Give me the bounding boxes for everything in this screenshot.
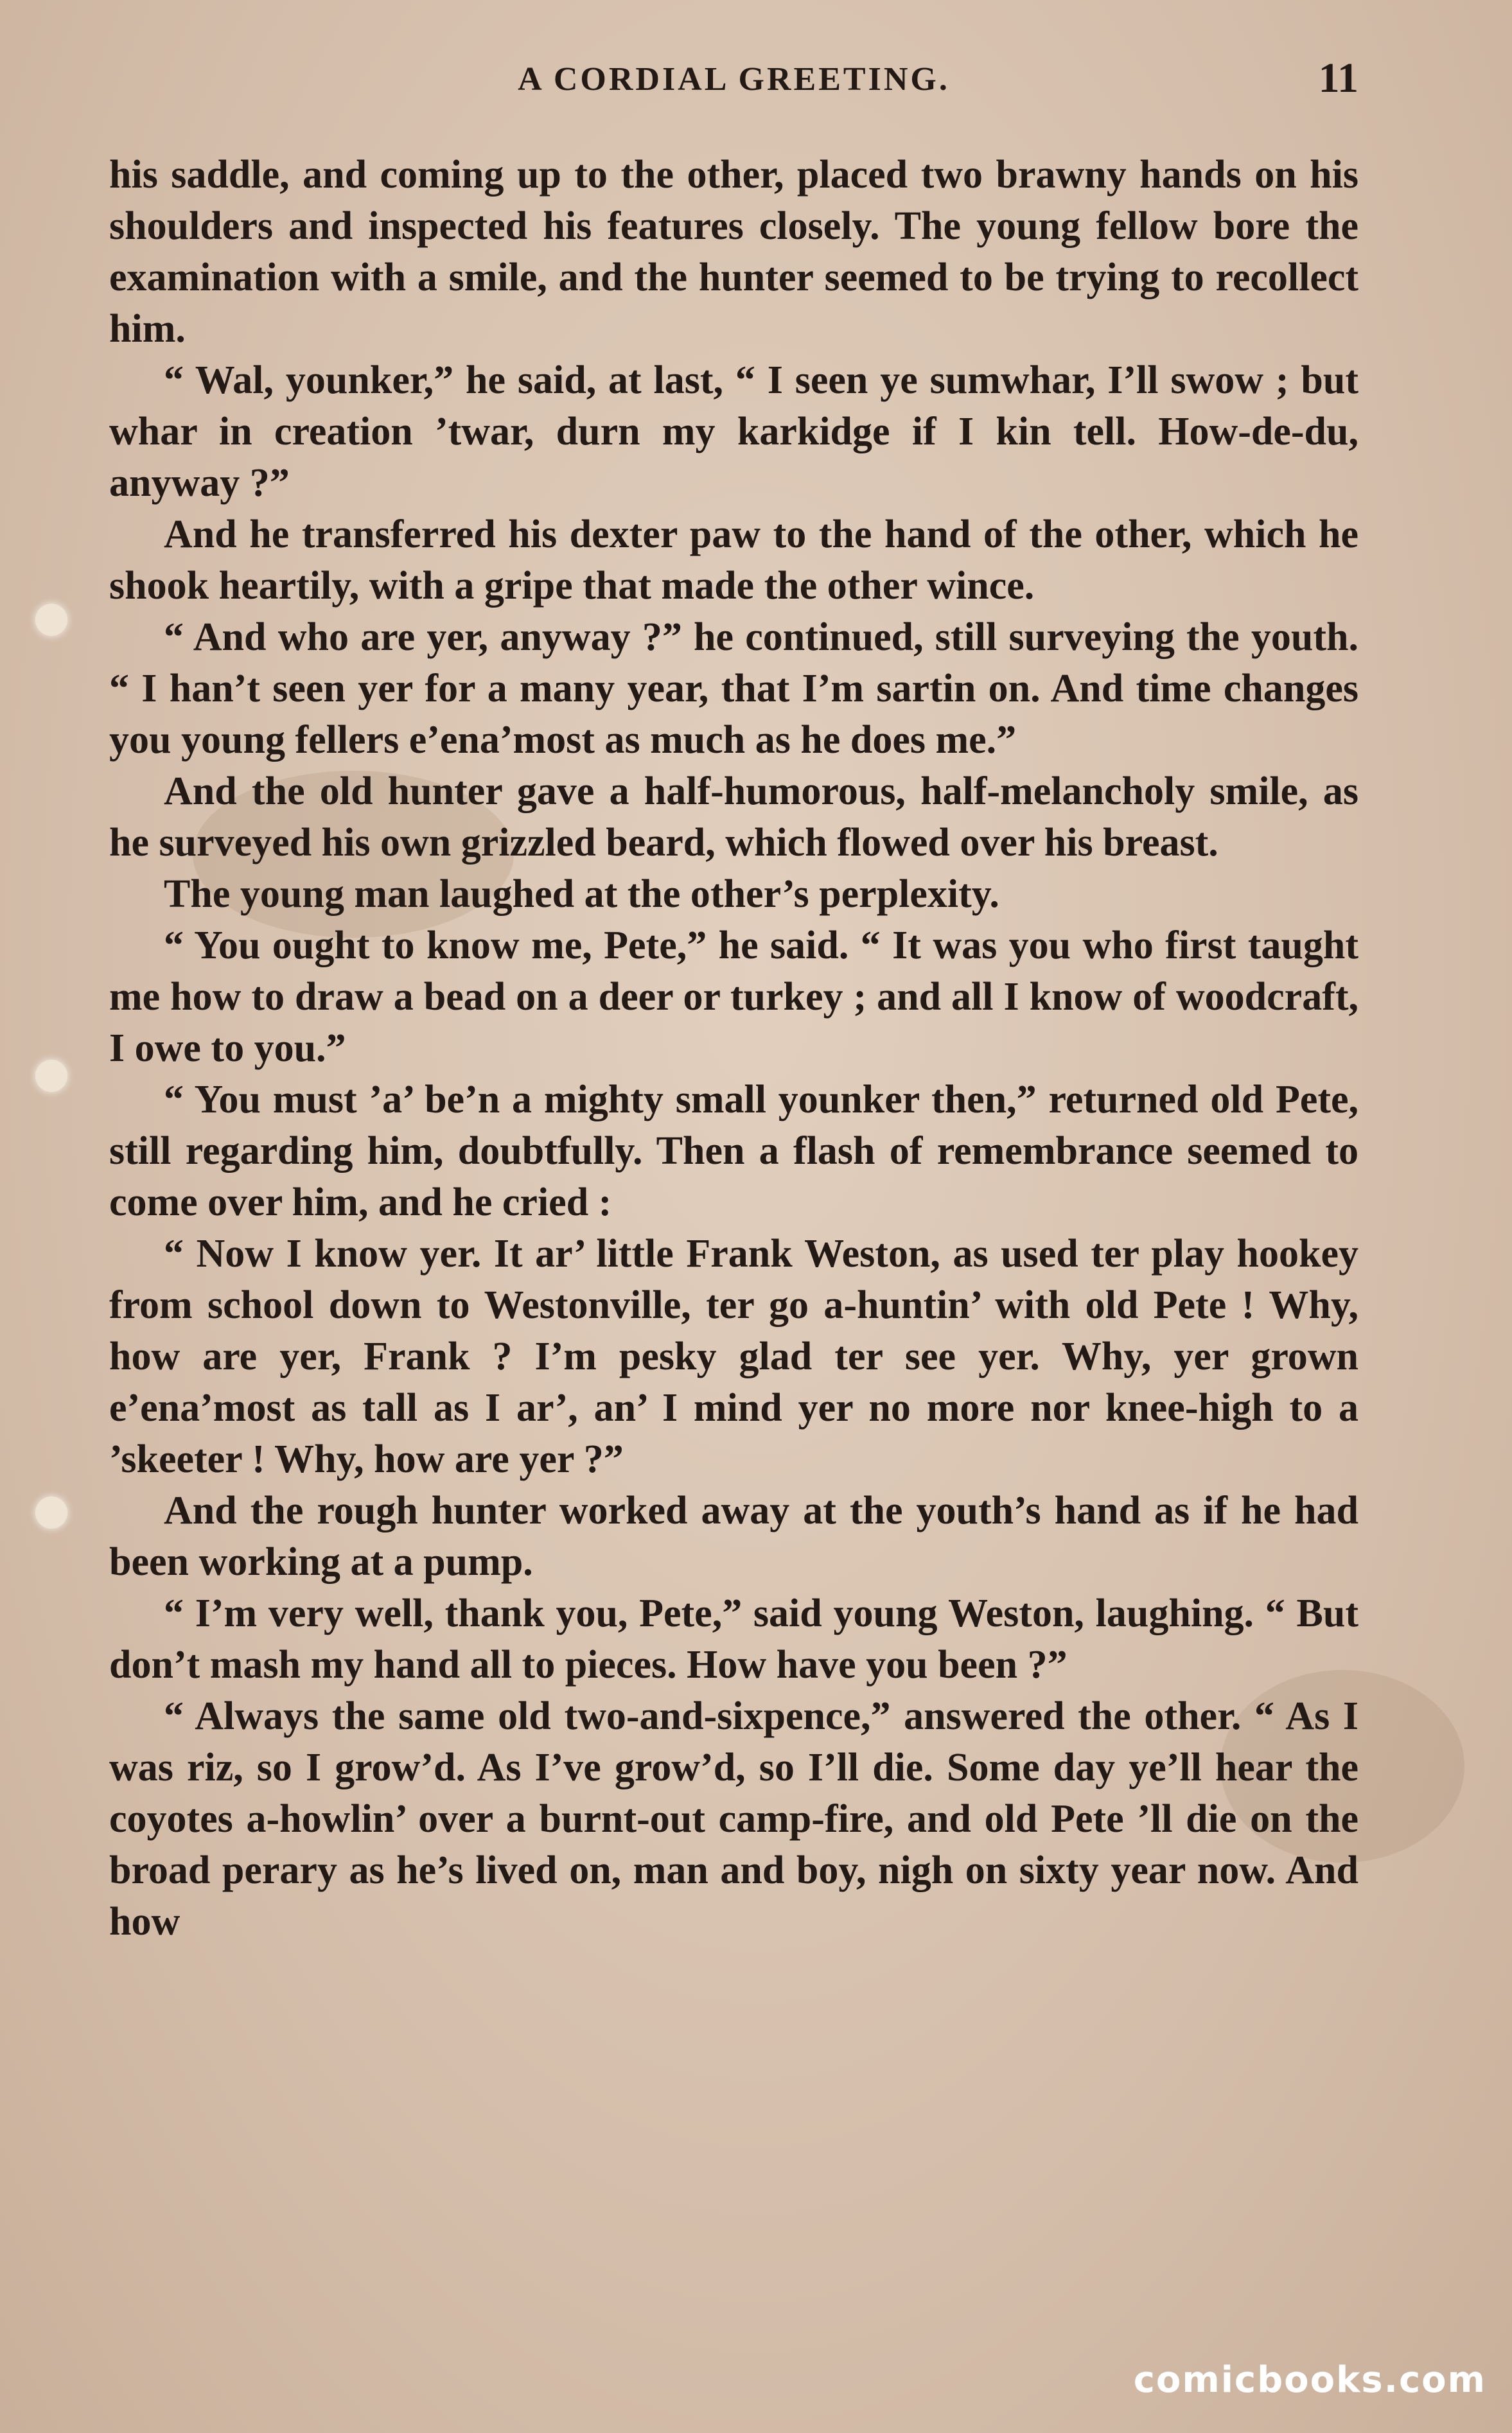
binding-hole <box>35 1497 67 1529</box>
paragraph: And he transferred his dexter paw to the hand of the other, which he shook heartily, with a gripe that made the other wince. <box>109 513 1358 608</box>
paragraph: “ You ought to know me, Pete,” he said. “ It was you who first taught me how to draw a bead on a deer or turkey ; and all I know of woodcraft, I owe to you.” <box>109 924 1358 1070</box>
binding-hole <box>35 1060 67 1092</box>
watermark: comicbooks.com <box>1133 2359 1486 2401</box>
binding-hole <box>35 604 67 636</box>
page-number: 11 <box>1318 55 1358 101</box>
paragraph: “ Now I know yer. It ar’ little Frank Weston, as used ter play hookey from school down to Westonville, ter go a-huntin’ with old Pete ! Why, how are yer, Frank ? I’m pesky glad ter see yer. Why, yer grown e’ena’most as tall as I ar’, an’ I mind yer no more nor knee-high to a ’skeeter ! Why, how are yer ?” <box>109 1232 1358 1481</box>
paragraph: And the rough hunter worked away at the youth’s hand as if he had been working at a pump. <box>109 1489 1358 1584</box>
body-text <box>109 149 1358 1947</box>
paragraph: The young man laughed at the other’s perplexity. <box>164 872 999 916</box>
running-head: A CORDIAL GREETING. <box>518 61 950 98</box>
paragraph: “ Wal, younker,” he said, at last, “ I seen ye sumwhar, I’ll swow ; but whar in creation ’twar, durn my karkidge if I kin tell. How-de-du, anyway ?” <box>109 358 1358 505</box>
paragraph: “ And who are yer, anyway ?” he continued, still surveying the youth. “ I han’t seen yer for a many year, that I’m sartin on. And time changes you young fellers e’ena’most as much as he does me.” <box>109 615 1358 762</box>
paragraph: And the old hunter gave a half-humorous, half-melancholy smile, as he surveyed his own grizzled beard, which flowed over his breast. <box>109 769 1358 865</box>
paragraph: “ You must ’a’ be’n a mighty small younker then,” returned old Pete, still regarding him, doubtfully. Then a flash of remembrance seemed to come over him, and he cried : <box>109 1078 1358 1224</box>
paragraph: his saddle, and coming up to the other, placed two brawny hands on his shoulders and inspected his features closely. The young fellow bore the examination with a smile, and the hunter seemed to be trying to recollect him. <box>109 153 1358 351</box>
paragraph: “ Always the same old two-and-sixpence,” answered the other. “ As I was riz, so I grow’d. As I’ve grow’d, so I’ll die. Some day ye’ll hear the coyotes a-howlin’ over a burnt-out camp-fire, and old Pete ’ll die on the broad perary as he’s lived on, man and boy, nigh on sixty year now. And how <box>109 1694 1358 1944</box>
paragraph: “ I’m very well, thank you, Pete,” said young Weston, laughing. “ But don’t mash my hand all to pieces. How have you been ?” <box>109 1592 1358 1687</box>
page-header <box>109 53 1358 110</box>
